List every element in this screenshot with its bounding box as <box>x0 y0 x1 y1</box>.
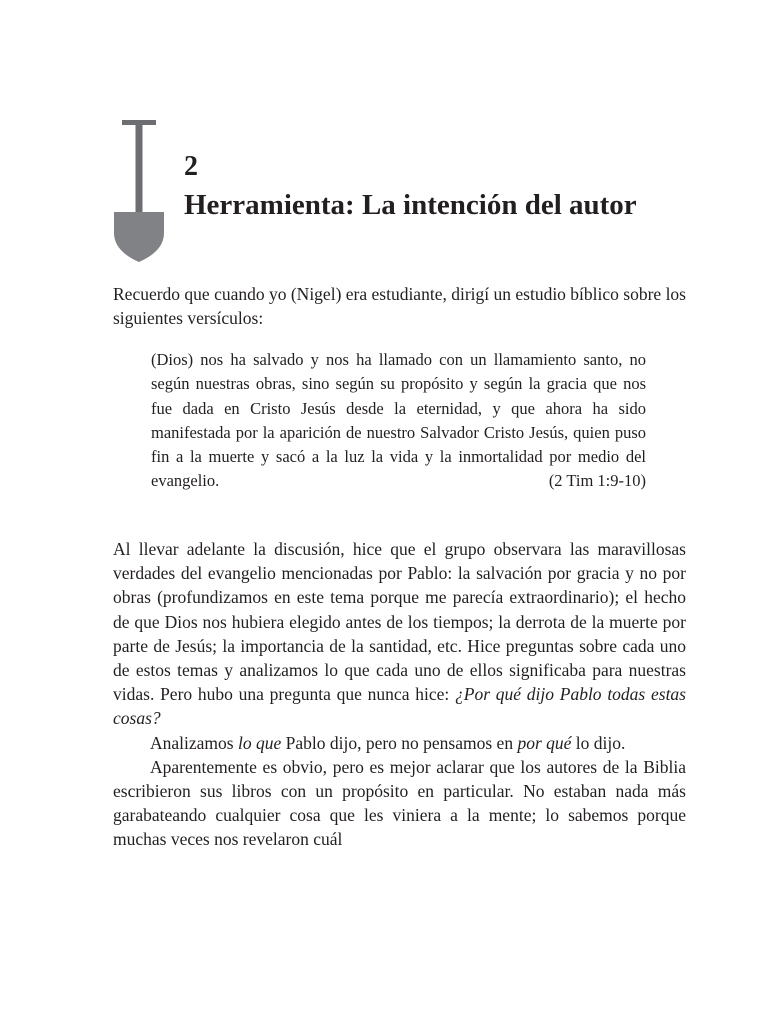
quote-text: (Dios) nos ha salvado y nos ha llamado con un llamamiento santo, no según nuestras obras, sino según su propósito y según la gracia que nos fue dada en Cristo Jesús desde la eternidad, y que ahora ha sido manifestada por la aparición de nuestro Salvador Cristo Jesús, quien puso fin a la muerte y sacó a la luz la vida y la inmortalidad por medio del evangelio. <box>151 350 646 491</box>
paragraph-1-italic: ¿Por qué dijo Pablo todas estas cosas? <box>113 684 686 729</box>
block-quote <box>151 348 646 494</box>
paragraph-2-c: Pablo dijo, pero no pensamos en <box>281 732 518 753</box>
quote-reference: (2 Tim 1:9-10) <box>548 471 646 491</box>
paragraph-3: Aparentemente es obvio, pero es mejor aclarar que los autores de la Biblia escribieron sus libros con un propósito en particular. No estaban nada más garabateando cualquier cosa que les viniera a la mente; lo sabemos porque muchas veces nos revelaron cuál <box>113 756 686 850</box>
paragraph-2-d: por qué <box>517 732 572 753</box>
paragraph-2-e: lo dijo. <box>571 732 626 753</box>
paragraph-2 <box>113 731 686 755</box>
paragraph-2-a: Analizamos <box>150 732 238 753</box>
paragraph-2-b: lo que <box>237 732 282 753</box>
chapter-number: 2 <box>184 151 198 182</box>
intro-paragraph: Recuerdo que cuando yo (Nigel) era estudiante, dirigí un estudio bíblico sobre los siguientes versículos: <box>113 284 686 329</box>
paragraph-1-text: Al llevar adelante la discusión, hice que el grupo observara las maravillosas verdades del evangelio mencionadas por Pablo: la salvación por gracia y no por obras (profundizamos en este tema porque me parecía extraordinario); el hecho de que Dios nos hubiera elegido antes de los tiempos; la derrota de la muerte por parte de Jesús; la importancia de la santidad, etc. Hice preguntas sobre cada uno de estos temas y analizamos lo que cada uno de ellos significaba para nuestras vidas. Pero hubo una pregunta que nunca hice: <box>113 539 686 705</box>
chapter-title: Herramienta: La intención del autor <box>184 189 637 221</box>
main-text <box>113 537 686 852</box>
paragraph-1 <box>113 537 686 731</box>
shovel-icon <box>112 120 168 265</box>
